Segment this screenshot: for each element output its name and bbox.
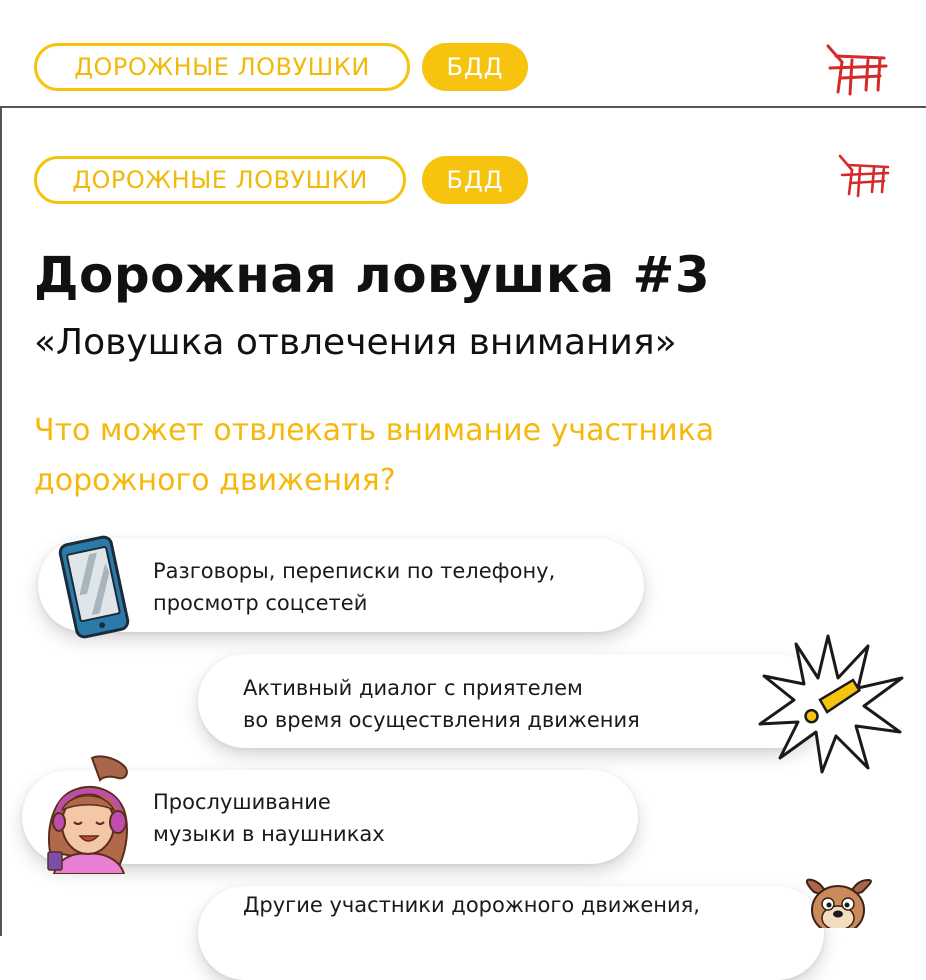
girl-headphones-icon bbox=[40, 754, 136, 874]
phone-icon bbox=[52, 532, 136, 642]
page-subtitle: «Ловушка отвлечения внимания» bbox=[34, 322, 677, 363]
list-item-music-text bbox=[153, 786, 385, 850]
list-item-phone-text bbox=[153, 555, 555, 619]
list-item-participants-line-1: Другие участники дорожного движения, bbox=[243, 893, 700, 917]
question-line-2: дорожного движения? bbox=[34, 463, 396, 498]
header-tag-bdd[interactable]: БДД bbox=[422, 43, 528, 91]
dog-icon bbox=[800, 876, 876, 928]
list-item-dialog-line-2: во время осуществления движения bbox=[243, 708, 640, 732]
list-item-phone-line-2: просмотр соцсетей bbox=[153, 591, 368, 615]
question-text bbox=[34, 406, 834, 506]
list-item-dialog-text bbox=[243, 672, 640, 736]
list-item-phone-line-1: Разговоры, переписки по телефону, bbox=[153, 559, 556, 583]
question-line-1: Что может отвлекать внимание участника bbox=[34, 413, 715, 448]
horse-logo-icon bbox=[822, 40, 890, 98]
list-item-music-line-1: Прослушивание bbox=[153, 790, 331, 814]
list-item-participants-text bbox=[243, 889, 700, 921]
list-item-music-line-2: музыки в наушниках bbox=[153, 822, 385, 846]
card-tag-road-traps[interactable]: ДОРОЖНЫЕ ЛОВУШКИ bbox=[34, 156, 406, 204]
header-tag-road-traps[interactable]: ДОРОЖНЫЕ ЛОВУШКИ bbox=[34, 43, 410, 91]
page-title: Дорожная ловушка #3 bbox=[34, 246, 711, 304]
card-tag-bdd[interactable]: БДД bbox=[422, 156, 528, 204]
exclamation-burst-icon bbox=[756, 632, 906, 774]
card-horse-logo-icon bbox=[836, 152, 892, 198]
list-item-dialog-line-1: Активный диалог с приятелем bbox=[243, 676, 583, 700]
